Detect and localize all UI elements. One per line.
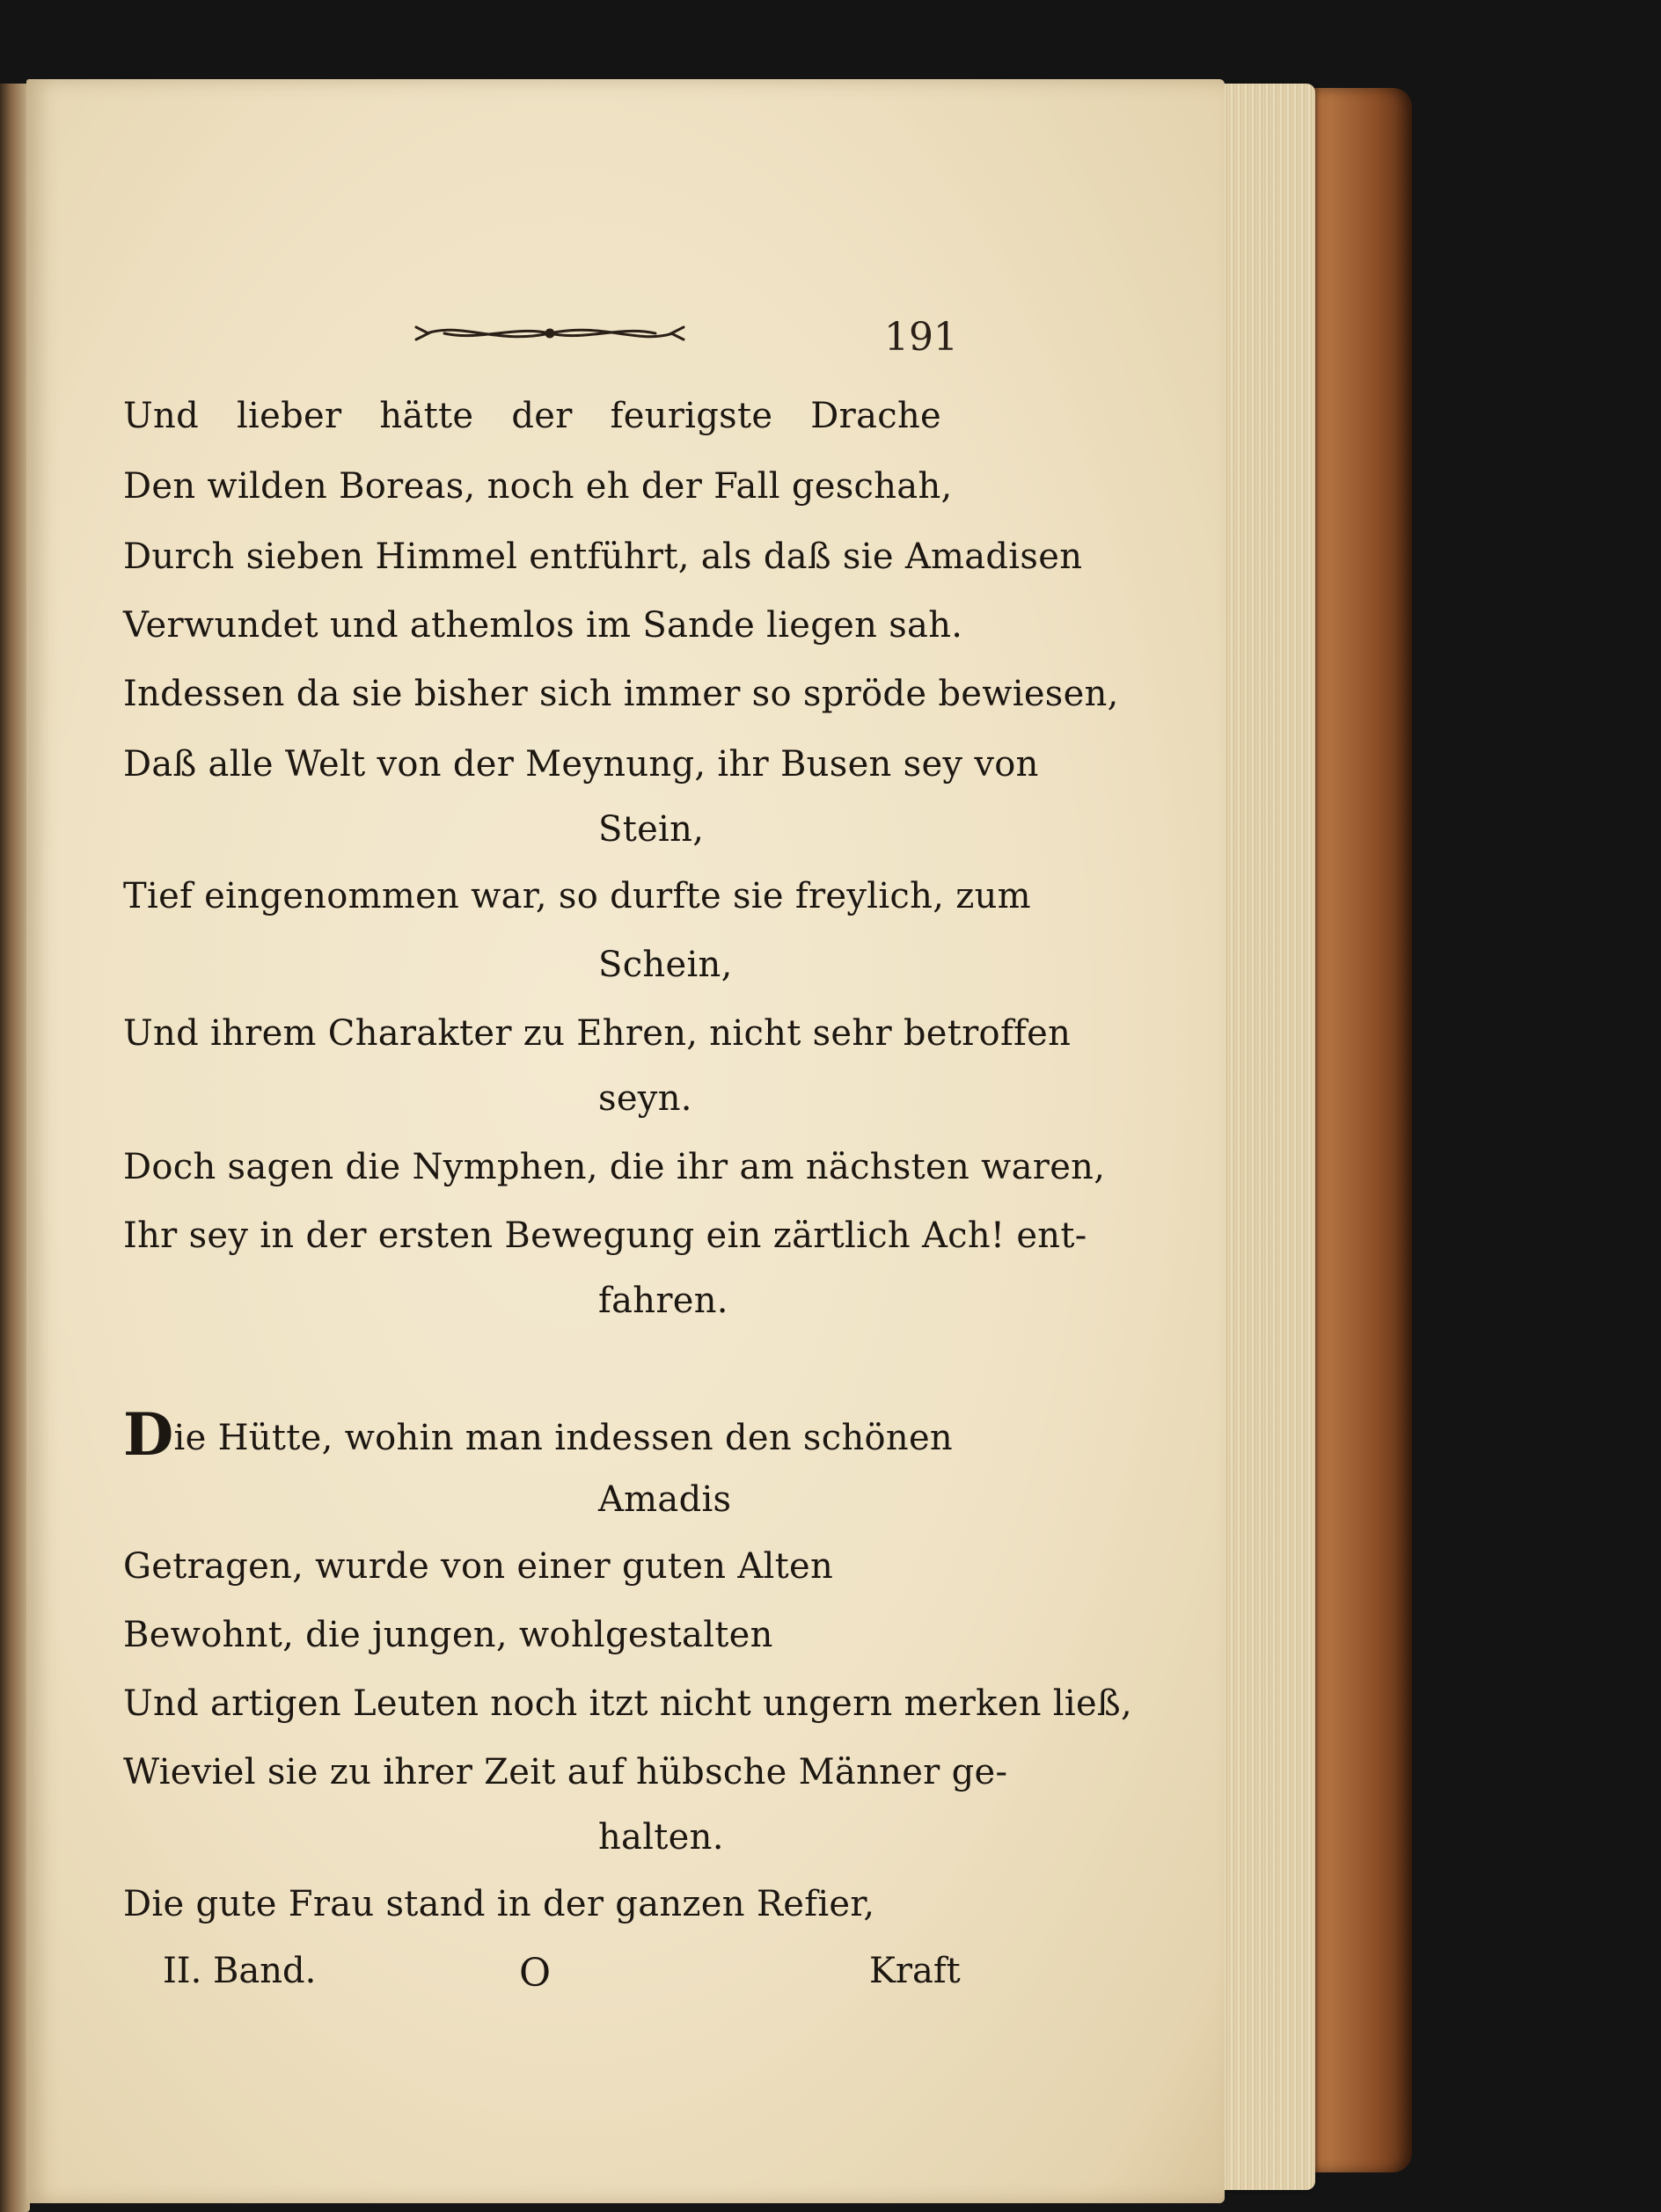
- text-line-12: Doch sagen die Nymphen, die ihr am nächsten waren,: [123, 1147, 1106, 1187]
- text-line-6: Daß alle Welt von der Meynung, ihr Busen sey von: [123, 744, 1039, 785]
- stanza2-line-1: Amadis: [598, 1479, 732, 1520]
- text-line-3: Durch sieben Himmel entführt, als daß sie Amadisen: [123, 537, 1083, 577]
- gathering-mark: O: [519, 1951, 552, 1996]
- text-line-5: Indessen da sie bisher sich immer so spröde bewiesen,: [123, 674, 1119, 714]
- drop-cap: D: [123, 1400, 174, 1469]
- stanza2-first-line-text: ie Hütte, wohin man indessen den schönen: [173, 1418, 953, 1458]
- text-line-2: Den wilden Boreas, noch eh der Fall geschah,: [123, 466, 953, 507]
- text-line-4: Verwundet und athemlos im Sande liegen sah.: [123, 605, 963, 646]
- text-line-13: Ihr sey in der ersten Bewegung ein zärtlich Ach! ent-: [123, 1216, 1087, 1256]
- text-line-7: Stein,: [598, 809, 705, 850]
- book-page: [26, 79, 1225, 2203]
- ornament-flourish-icon: [409, 315, 691, 352]
- text-line-8: Tief eingenommen war, so durfte sie freylich, zum: [123, 876, 1031, 916]
- stanza2-line-5: Wieviel sie zu ihrer Zeit auf hübsche Männer ge-: [123, 1752, 1008, 1792]
- text-line-10: Und ihrem Charakter zu Ehren, nicht sehr betroffen: [123, 1013, 1072, 1054]
- stanza2-line-3: Bewohnt, die jungen, wohlgestalten: [123, 1615, 773, 1655]
- text-line-11: seyn.: [598, 1078, 692, 1119]
- text-line-9: Schein,: [598, 945, 733, 985]
- text-line-1: Und lieber hätte der feurigste Drache: [123, 396, 941, 436]
- stanza2-line-4: Und artigen Leuten noch itzt nicht ungern merken ließ,: [123, 1683, 1132, 1724]
- signature-mark: II. Band.: [163, 1951, 317, 1991]
- text-line-14: fahren.: [598, 1281, 728, 1321]
- catchword: Kraft: [869, 1951, 961, 1991]
- stanza2-first-line: [123, 1400, 953, 1469]
- stanza2-line-6: halten.: [598, 1817, 724, 1858]
- stanza2-line-7: Die gute Frau stand in der ganzen Refier,: [123, 1884, 875, 1924]
- stanza2-line-2: Getragen, wurde von einer guten Alten: [123, 1546, 834, 1587]
- page-number: 191: [884, 315, 958, 360]
- previous-page-edge: [0, 84, 30, 2212]
